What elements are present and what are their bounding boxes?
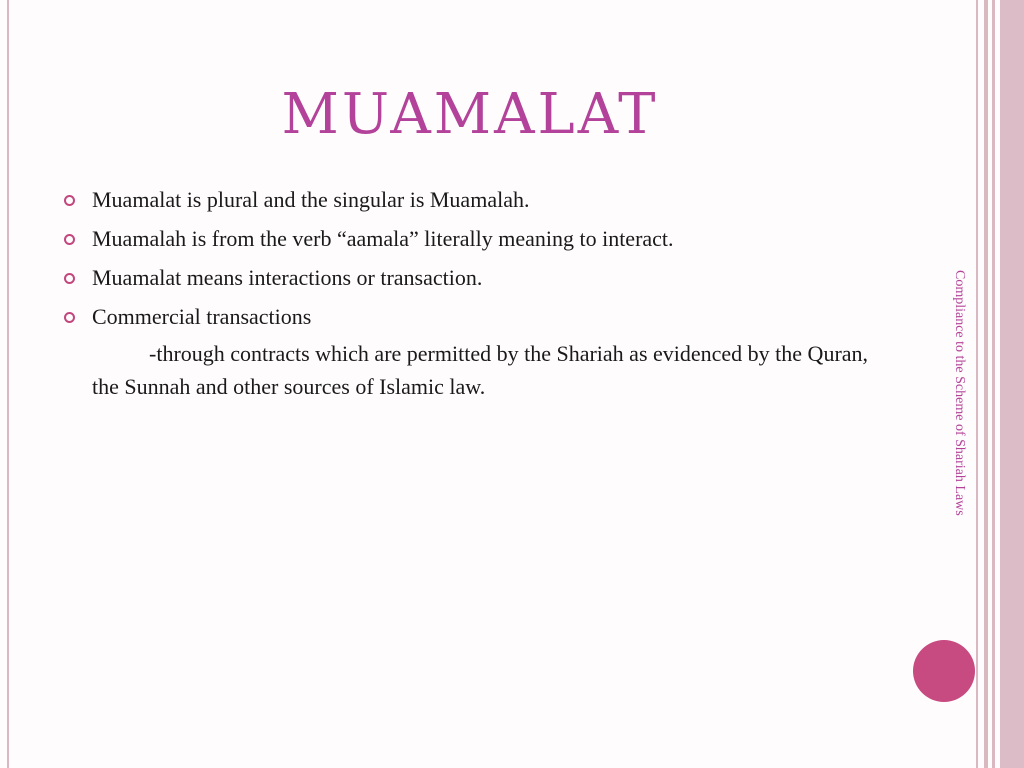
circle-bullet-icon [64, 195, 75, 206]
circle-bullet-icon [64, 312, 75, 323]
right-stripe-3 [992, 0, 995, 768]
bullet-text: Commercial transactions [92, 304, 312, 329]
bullet-text: Muamalat means interactions or transaction. [92, 265, 483, 290]
footer-text: Compliance to the Scheme of Shariah Laws [952, 270, 967, 516]
bullet-text: Muamalah is from the verb “aamala” literally meaning to interact. [92, 226, 674, 251]
right-stripe-1 [976, 0, 978, 768]
circle-bullet-icon [64, 273, 75, 284]
sub-paragraph-text: -through contracts which are permitted by the Shariah as evidenced by the Quran, the Sunnah and other sources of Islamic law. [92, 341, 869, 399]
bullet-item [62, 261, 892, 300]
circle-bullet-icon [64, 234, 75, 245]
bullet-item [62, 300, 892, 339]
slide-content [62, 183, 892, 403]
right-stripe-2 [984, 0, 988, 768]
bullet-item [62, 183, 892, 222]
bullet-item [62, 222, 892, 261]
bullet-text: Muamalat is plural and the singular is Muamalah. [92, 187, 530, 212]
decorative-circle [913, 640, 975, 702]
right-stripe-4 [1000, 0, 1024, 768]
sub-paragraph [62, 337, 892, 403]
slide-title: MUAMALAT [281, 82, 659, 147]
